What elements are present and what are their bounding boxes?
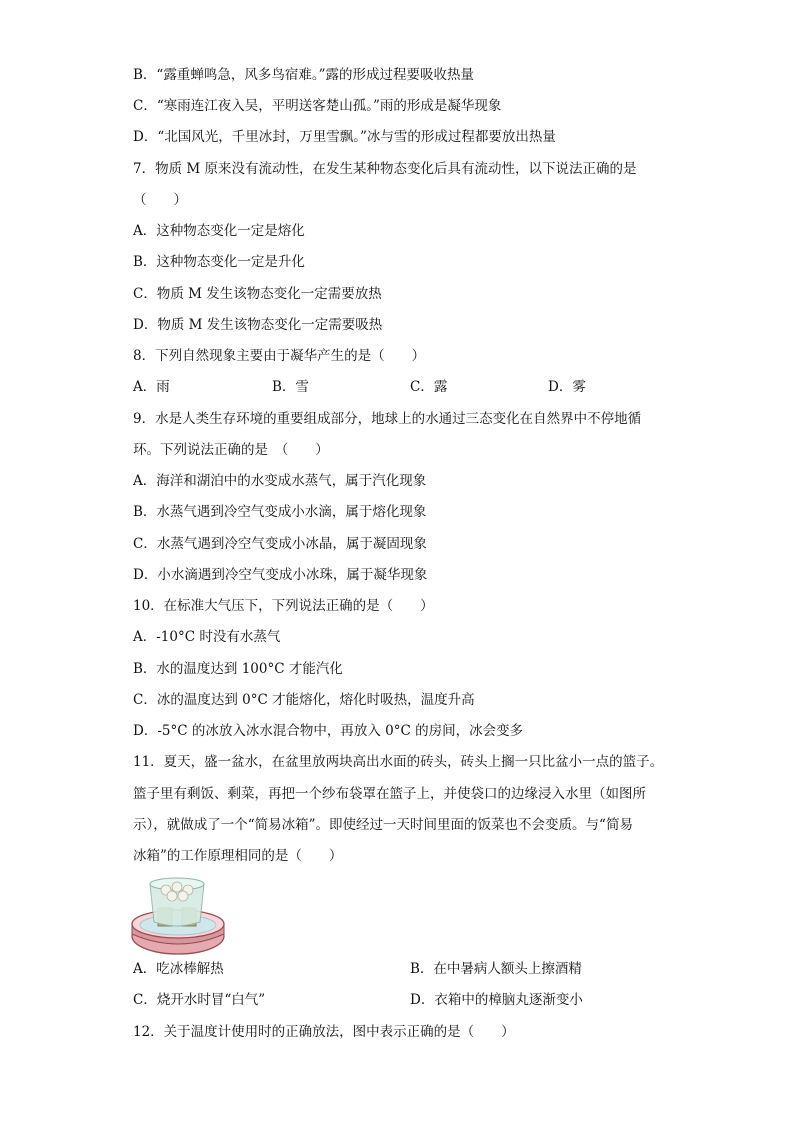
q10-option-d: D．-5°C 的冰放入冰水混合物中，再放入 0°C 的房间，冰会变多	[133, 723, 524, 739]
q7-stem: 7．物质 M 原来没有流动性，在发生某种物态变化后具有流动性，以下说法正确的是	[133, 161, 637, 177]
q10-stem: 10．在标准大气压下，下列说法正确的是（ ）	[133, 598, 434, 614]
q10-option-c: C．冰的温度达到 0°C 才能熔化，熔化时吸热，温度升高	[133, 692, 475, 708]
q6-option-c: C．“寒雨连江夜入吴，平明送客楚山孤。”雨的形成是凝华现象	[133, 98, 502, 114]
q11-option-a: A．吃冰棒解热	[133, 961, 224, 977]
q7-option-d: D．物质 M 发生该物态变化一定需要吸热	[133, 317, 383, 333]
q8-option-b: B．雪	[272, 379, 309, 395]
q9-option-c: C．水蒸气遇到冷空气变成小冰晶，属于凝固现象	[133, 536, 427, 552]
simple-fridge-figure	[128, 872, 228, 956]
q9-option-b: B．水蒸气遇到冷空气变成小水滴，属于熔化现象	[133, 504, 427, 520]
q10-option-b: B．水的温度达到 100°C 才能汽化	[133, 661, 343, 677]
q11-stem-cont-2: 示），就做成了一个“简易冰箱”。即使经过一天时间里面的饭菜也不会变质。与“简易	[133, 817, 633, 833]
q7-option-b: B．这种物态变化一定是升化	[133, 254, 305, 270]
q6-option-b: B．“露重蝉鸣急，风多鸟宿难。”露的形成过程要吸收热量	[133, 67, 474, 83]
q8-option-d: D．雾	[548, 379, 586, 395]
q12-stem: 12．关于温度计使用时的正确放法，图中表示正确的是（ ）	[133, 1024, 515, 1040]
q11-option-d: D．衣箱中的樟脑丸逐渐变小	[410, 992, 583, 1008]
q9-stem-cont: 环。下列说法正确的是 （ ）	[133, 442, 329, 458]
q7-option-a: A．这种物态变化一定是熔化	[133, 223, 305, 239]
q9-option-a: A．海洋和湖泊中的水变成水蒸气，属于汽化现象	[133, 473, 427, 489]
q7-stem-bracket: （ ）	[133, 192, 187, 208]
q6-option-d: D．“北国风光，千里冰封，万里雪飘。”冰与雪的形成过程都要放出热量	[133, 129, 556, 145]
q10-option-a: A．-10°C 时没有水蒸气	[133, 629, 281, 645]
q11-stem: 11．夏天，盛一盆水，在盆里放两块高出水面的砖头，砖头上搁一只比盆小一点的篮子。	[133, 754, 664, 770]
q8-option-c: C．露	[410, 379, 448, 395]
q11-option-b: B．在中暑病人额头上擦酒精	[410, 961, 582, 977]
q8-stem: 8．下列自然现象主要由于凝华产生的是（ ）	[133, 348, 426, 364]
q11-stem-cont-3: 冰箱”的工作原理相同的是（ ）	[133, 848, 343, 864]
q11-option-c: C．烧开水时冒“白气”	[133, 992, 266, 1008]
q9-stem: 9．水是人类生存环境的重要组成部分，地球上的水通过三态变化在自然界中不停地循	[133, 411, 642, 427]
q7-option-c: C．物质 M 发生该物态变化一定需要放热	[133, 286, 382, 302]
q11-stem-cont-1: 篮子里有剩饭、剩菜，再把一个纱布袋罩在篮子上，并使袋口的边缘浸入水里（如图所	[133, 786, 646, 802]
q9-option-d: D．小水滴遇到冷空气变成小冰珠，属于凝华现象	[133, 567, 428, 583]
q8-option-a: A．雨	[133, 379, 170, 395]
